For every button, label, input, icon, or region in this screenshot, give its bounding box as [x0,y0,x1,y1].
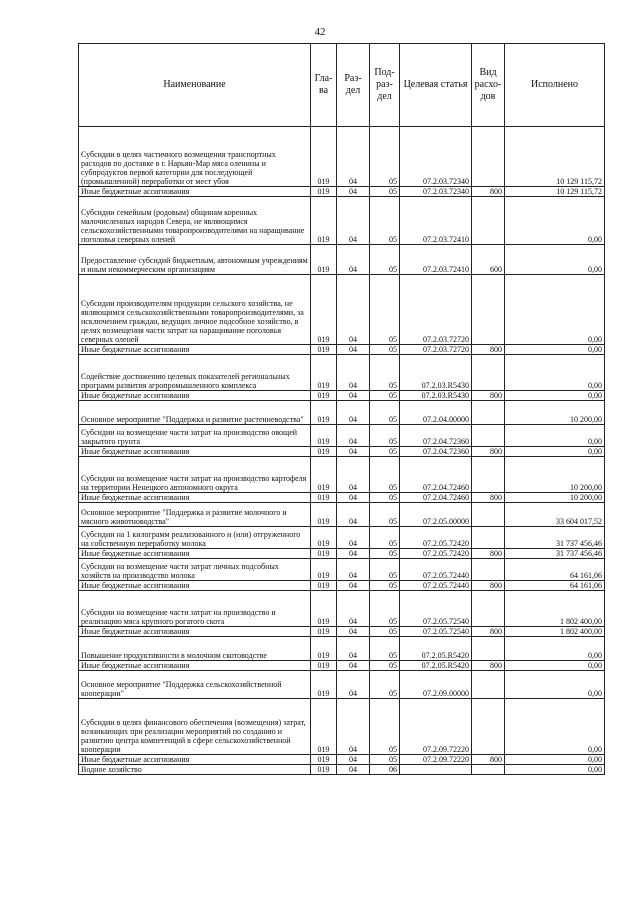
row-vid-cell: 800 [472,187,505,197]
row-glava-cell: 019 [311,127,337,187]
row-name-cell: Иные бюджетные ассигнования [79,549,311,559]
row-glava-cell: 019 [311,187,337,197]
row-ispolneno-cell: 0,00 [505,661,605,671]
row-razdel-cell: 04 [337,591,370,627]
table-row [79,127,605,187]
row-podrazdel-cell: 05 [370,527,400,549]
row-name-cell: Основное мероприятие "Поддержка сельскохозяйственной кооперации" [79,671,311,699]
row-tselevaya-cell: 07.2.03.72720 [400,275,472,345]
row-ispolneno-cell: 1 802 400,00 [505,591,605,627]
row-vid-cell [472,457,505,493]
table-row [79,425,605,447]
row-podrazdel-cell: 05 [370,549,400,559]
table-row [79,355,605,391]
row-name-cell: Основное мероприятие "Поддержка и развитие молочного и мясного животноводства" [79,503,311,527]
table-row [79,591,605,627]
row-tselevaya-cell: 07.2.03.72410 [400,245,472,275]
row-name-cell: Субсидии на возмещение части затрат на производство овощей закрытого грунта [79,425,311,447]
row-vid-cell: 800 [472,447,505,457]
row-razdel-cell: 04 [337,661,370,671]
row-vid-cell [472,637,505,661]
row-glava-cell: 019 [311,699,337,755]
row-vid-cell [472,197,505,245]
table-row [79,345,605,355]
row-glava-cell: 019 [311,345,337,355]
row-razdel-cell: 04 [337,197,370,245]
row-name-cell: Субсидии на возмещение части затрат на производство и реализацию мяса крупного рогатого скота [79,591,311,627]
row-podrazdel-cell: 05 [370,581,400,591]
table-row [79,755,605,765]
row-glava-cell: 019 [311,457,337,493]
row-glava-cell: 019 [311,245,337,275]
row-name-cell: Иные бюджетные ассигнования [79,627,311,637]
table-row [79,765,605,775]
table-row [79,391,605,401]
row-name-cell: Иные бюджетные ассигнования [79,493,311,503]
row-ispolneno-cell: 0,00 [505,755,605,765]
row-vid-cell [472,401,505,425]
row-tselevaya-cell: 07.2.04.72360 [400,447,472,457]
row-podrazdel-cell: 05 [370,355,400,391]
row-name-cell: Иные бюджетные ассигнования [79,187,311,197]
row-vid-cell [472,699,505,755]
row-glava-cell: 019 [311,447,337,457]
row-name-cell: Субсидии семейным (родовым) общинам коренных малочисленных народов Севера, не являющимся сельскохозяйственными товаропроизводителями на наращивание поголовья северных оленей [79,197,311,245]
row-razdel-cell: 04 [337,457,370,493]
row-name-cell: Субсидии на 1 килограмм реализованного и (или) отгруженного на собственную переработку молока [79,527,311,549]
row-glava-cell: 019 [311,197,337,245]
row-podrazdel-cell: 05 [370,447,400,457]
row-vid-cell: 800 [472,549,505,559]
row-razdel-cell: 04 [337,391,370,401]
table-row [79,493,605,503]
row-glava-cell: 019 [311,627,337,637]
row-ispolneno-cell: 0,00 [505,345,605,355]
row-vid-cell [472,671,505,699]
row-ispolneno-cell: 0,00 [505,245,605,275]
row-tselevaya-cell: 07.2.05.72540 [400,591,472,627]
row-ispolneno-cell: 0,00 [505,699,605,755]
row-podrazdel-cell: 05 [370,425,400,447]
header-name: Наименование [79,44,311,127]
row-tselevaya-cell: 07.2.09.00000 [400,671,472,699]
row-podrazdel-cell: 05 [370,503,400,527]
row-tselevaya-cell: 07.2.04.72460 [400,493,472,503]
row-name-cell: Повышение продуктивности в молочном скотоводстве [79,637,311,661]
row-name-cell: Водное хозяйство [79,765,311,775]
row-glava-cell: 019 [311,493,337,503]
row-tselevaya-cell: 07.2.03.72720 [400,345,472,355]
table-row [79,503,605,527]
row-razdel-cell: 04 [337,425,370,447]
table-row [79,245,605,275]
row-razdel-cell: 04 [337,447,370,457]
row-ispolneno-cell: 0,00 [505,637,605,661]
row-tselevaya-cell: 07.2.05.00000 [400,503,472,527]
row-glava-cell: 019 [311,671,337,699]
row-name-cell: Иные бюджетные ассигнования [79,661,311,671]
header-vid: Вид расхо-дов [472,44,505,127]
row-vid-cell [472,503,505,527]
row-tselevaya-cell: 07.2.05.72440 [400,559,472,581]
row-glava-cell: 019 [311,549,337,559]
row-razdel-cell: 04 [337,355,370,391]
row-vid-cell [472,355,505,391]
row-razdel-cell: 04 [337,275,370,345]
row-podrazdel-cell: 05 [370,127,400,187]
table-row [79,527,605,549]
row-ispolneno-cell: 10 200,00 [505,493,605,503]
row-name-cell: Иные бюджетные ассигнования [79,447,311,457]
header-tselevaya: Целевая статья [400,44,472,127]
row-ispolneno-cell: 0,00 [505,671,605,699]
row-name-cell: Иные бюджетные ассигнования [79,345,311,355]
table-row [79,457,605,493]
row-tselevaya-cell [400,765,472,775]
row-razdel-cell: 04 [337,245,370,275]
row-tselevaya-cell: 07.2.05.72540 [400,627,472,637]
row-razdel-cell: 04 [337,527,370,549]
row-podrazdel-cell: 05 [370,671,400,699]
row-razdel-cell: 04 [337,503,370,527]
row-glava-cell: 019 [311,755,337,765]
row-vid-cell [472,127,505,187]
row-glava-cell: 019 [311,661,337,671]
table-row [79,699,605,755]
page-number: 42 [314,26,326,38]
row-name-cell: Субсидии производителям продукции сельского хозяйства, не являющимся сельскохозяйственными товаропроизводителями, за исключением граждан, ведущих личное подсобное хозяйство, в целях возмещения части затрат на наращивание поголовья северных оленей [79,275,311,345]
row-podrazdel-cell: 05 [370,275,400,345]
row-name-cell: Иные бюджетные ассигнования [79,581,311,591]
row-podrazdel-cell: 05 [370,755,400,765]
row-tselevaya-cell: 07.2.05.72420 [400,549,472,559]
row-ispolneno-cell: 31 737 456,46 [505,549,605,559]
row-razdel-cell: 04 [337,755,370,765]
row-vid-cell: 800 [472,581,505,591]
row-name-cell: Иные бюджетные ассигнования [79,391,311,401]
row-razdel-cell: 04 [337,637,370,661]
header-podrazdel: Под-раз-дел [370,44,400,127]
row-tselevaya-cell: 07.2.03.R5430 [400,391,472,401]
row-vid-cell [472,275,505,345]
row-ispolneno-cell: 0,00 [505,447,605,457]
row-ispolneno-cell: 0,00 [505,355,605,391]
row-podrazdel-cell: 05 [370,197,400,245]
row-razdel-cell: 04 [337,671,370,699]
row-ispolneno-cell: 1 802 400,00 [505,627,605,637]
row-tselevaya-cell: 07.2.09.72220 [400,699,472,755]
row-glava-cell: 019 [311,275,337,345]
header-glava: Гла-ва [311,44,337,127]
row-ispolneno-cell: 0,00 [505,425,605,447]
table-row [79,661,605,671]
row-razdel-cell: 04 [337,493,370,503]
row-ispolneno-cell: 0,00 [505,391,605,401]
row-glava-cell: 019 [311,425,337,447]
row-name-cell: Иные бюджетные ассигнования [79,755,311,765]
row-tselevaya-cell: 07.2.05.R5420 [400,661,472,671]
row-name-cell: Содействие достижению целевых показателей региональных программ развития агропромышленного комплекса [79,355,311,391]
row-vid-cell [472,591,505,627]
row-glava-cell: 019 [311,391,337,401]
row-razdel-cell: 04 [337,699,370,755]
row-tselevaya-cell: 07.2.05.72440 [400,581,472,591]
row-razdel-cell: 04 [337,345,370,355]
row-podrazdel-cell: 05 [370,661,400,671]
row-ispolneno-cell: 10 200,00 [505,457,605,493]
row-ispolneno-cell: 0,00 [505,197,605,245]
row-glava-cell: 019 [311,765,337,775]
row-ispolneno-cell: 31 737 456,46 [505,527,605,549]
row-podrazdel-cell: 05 [370,627,400,637]
row-glava-cell: 019 [311,637,337,661]
row-ispolneno-cell: 64 161,06 [505,559,605,581]
table-row [79,559,605,581]
row-vid-cell: 600 [472,245,505,275]
row-podrazdel-cell: 05 [370,245,400,275]
row-podrazdel-cell: 05 [370,637,400,661]
row-tselevaya-cell: 07.2.05.72420 [400,527,472,549]
row-vid-cell: 800 [472,391,505,401]
row-vid-cell: 800 [472,661,505,671]
row-podrazdel-cell: 05 [370,401,400,425]
row-vid-cell: 800 [472,627,505,637]
row-podrazdel-cell: 05 [370,187,400,197]
table-header-row [79,44,605,127]
table-row [79,671,605,699]
table-row [79,627,605,637]
row-razdel-cell: 04 [337,765,370,775]
row-vid-cell: 800 [472,755,505,765]
row-vid-cell [472,765,505,775]
row-razdel-cell: 04 [337,549,370,559]
row-tselevaya-cell: 07.2.03.72340 [400,187,472,197]
row-vid-cell [472,527,505,549]
row-tselevaya-cell: 07.2.04.00000 [400,401,472,425]
row-razdel-cell: 04 [337,187,370,197]
row-razdel-cell: 04 [337,581,370,591]
row-name-cell: Основное мероприятие "Поддержка и развитие растениеводства" [79,401,311,425]
row-vid-cell: 800 [472,345,505,355]
budget-table [78,43,605,775]
row-razdel-cell: 04 [337,127,370,187]
row-name-cell: Субсидии на возмещение части затрат личных подсобных хозяйств на производство молока [79,559,311,581]
row-name-cell: Предоставление субсидий бюджетным, автономным учреждениям и иным некоммерческим организациям [79,245,311,275]
row-tselevaya-cell: 07.2.03.R5430 [400,355,472,391]
row-podrazdel-cell: 06 [370,765,400,775]
row-ispolneno-cell: 0,00 [505,275,605,345]
row-name-cell: Субсидии на возмещение части затрат на производство картофеля на территории Ненецкого автономного округа [79,457,311,493]
row-podrazdel-cell: 05 [370,345,400,355]
row-vid-cell: 800 [472,493,505,503]
row-podrazdel-cell: 05 [370,391,400,401]
row-podrazdel-cell: 05 [370,493,400,503]
row-ispolneno-cell: 64 161,06 [505,581,605,591]
table-row [79,401,605,425]
row-ispolneno-cell: 33 604 017,52 [505,503,605,527]
table-row [79,637,605,661]
row-tselevaya-cell: 07.2.09.72220 [400,755,472,765]
header-ispolneno: Исполнено [505,44,605,127]
row-tselevaya-cell: 07.2.03.72340 [400,127,472,187]
row-glava-cell: 019 [311,401,337,425]
row-razdel-cell: 04 [337,401,370,425]
row-razdel-cell: 04 [337,559,370,581]
table-row [79,549,605,559]
row-podrazdel-cell: 05 [370,591,400,627]
row-tselevaya-cell: 07.2.05.R5420 [400,637,472,661]
row-glava-cell: 019 [311,559,337,581]
row-glava-cell: 019 [311,527,337,549]
table-row [79,581,605,591]
row-podrazdel-cell: 05 [370,559,400,581]
table-row [79,197,605,245]
row-razdel-cell: 04 [337,627,370,637]
row-glava-cell: 019 [311,591,337,627]
table-row [79,447,605,457]
row-vid-cell [472,559,505,581]
row-ispolneno-cell: 10 129 115,72 [505,127,605,187]
header-razdel: Раз-дел [337,44,370,127]
row-glava-cell: 019 [311,355,337,391]
row-ispolneno-cell: 10 129 115,72 [505,187,605,197]
row-name-cell: Субсидии в целях частичного возмещения транспортных расходов по доставке в г. Нарьян-Мар мяса оленины и субпродуктов первой категории для последующей (промышленной) переработки от мест убоя [79,127,311,187]
table-row [79,275,605,345]
row-podrazdel-cell: 05 [370,457,400,493]
row-vid-cell [472,425,505,447]
row-tselevaya-cell: 07.2.04.72460 [400,457,472,493]
row-name-cell: Субсидии в целях финансового обеспечения (возмещения) затрат, возникающих при реализации мероприятий по созданию и развитию центра компетенций в сфере сельскохозяйственной кооперации [79,699,311,755]
row-tselevaya-cell: 07.2.03.72410 [400,197,472,245]
row-glava-cell: 019 [311,581,337,591]
table-row [79,187,605,197]
row-podrazdel-cell: 05 [370,699,400,755]
row-ispolneno-cell: 10 200,00 [505,401,605,425]
row-ispolneno-cell: 0,00 [505,765,605,775]
row-tselevaya-cell: 07.2.04.72360 [400,425,472,447]
row-glava-cell: 019 [311,503,337,527]
